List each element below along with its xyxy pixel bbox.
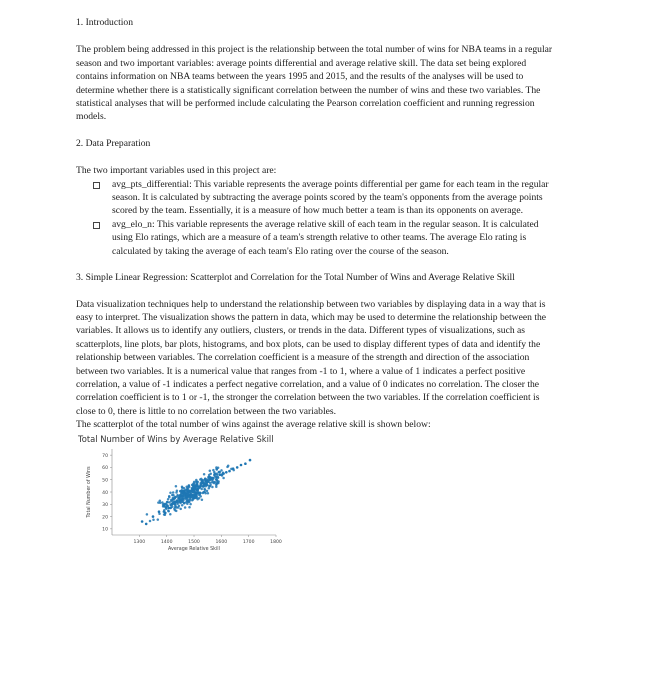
scatter-point (215, 476, 218, 479)
scatter-point (217, 471, 220, 474)
scatter-point (187, 500, 190, 503)
y-tick-label: 30 (102, 502, 108, 508)
scatter-point (213, 481, 216, 484)
scatter-point (198, 485, 201, 488)
scatter-point (188, 484, 191, 487)
scatter-point (152, 518, 155, 521)
list-item (76, 218, 554, 258)
scatter-point (175, 509, 178, 512)
scatter-point (227, 464, 230, 467)
scatter-point (179, 498, 182, 501)
x-tick-label: 1400 (160, 539, 173, 545)
x-tick-label: 1600 (215, 539, 228, 545)
prep-lead: The two important variables used in this project are: (76, 165, 277, 177)
intro-heading: 1. Introduction (76, 17, 134, 28)
scatter-point (173, 507, 176, 510)
scatter-point (179, 507, 182, 510)
scatter-point (216, 479, 219, 482)
scatter-point (211, 485, 214, 488)
scatter-point (168, 495, 171, 498)
scatter-point (200, 487, 203, 490)
scatter-point (201, 498, 204, 501)
scatterplot-lead: The scatterplot of the total number of wins against the average relative skill is shown below: (76, 419, 431, 431)
scatter-point (152, 515, 155, 518)
scatter-point (200, 477, 203, 480)
scatter-point (181, 491, 184, 494)
scatter-point (199, 493, 202, 496)
scatter-point (191, 487, 194, 490)
scatter-point (181, 486, 184, 489)
x-tick-label: 1800 (270, 539, 282, 545)
scatter-point (173, 497, 176, 500)
scatter-point (192, 494, 195, 497)
scatter-point (174, 505, 177, 508)
scatter-point (146, 513, 149, 516)
scatter-point (194, 487, 197, 490)
x-tick-label: 1300 (133, 539, 146, 545)
scatter-point (198, 497, 201, 500)
regression-heading: 3. Simple Linear Regression: Scatterplot and Correlation for the Total Number of Wins and Average Relative Skill (76, 272, 515, 284)
scatter-point (212, 468, 215, 471)
checkbox-bullet-icon (93, 222, 100, 229)
x-axis-label: Average Relative Skill (168, 546, 220, 552)
regression-paragraph: Data visualization techniques help to understand the relationship between two variables by displaying data in a way that is easy to interpret. The visualization shows the pattern in data, which may be used to determine the relationship between the variables. It allows us to identify any outliers, clusters, or trends in the data. Different types of visualizations, such as scatterplots, line plots, bar plots, histograms, and box plots, can be used to display different types of data and identify the relationship between variables. The correlation coefficient is a measure of the strength and direction of the association between two variables. It is a numerical value that ranges from -1 to 1, where a value of 1 indicates a perfect positive correlation, a value of -1 indicates a perfect negative correlation, and a value of 0 indicates no correlation. The closer the correlation coefficient is to 1 or -1, the stronger the correlation between the two variables. If the correlation coefficient is close to 0, there is little to no correlation between the two variables. (76, 298, 547, 417)
scatter-point (195, 492, 198, 495)
scatter-point (176, 499, 179, 502)
scatter-point (181, 504, 184, 507)
scatter-point (203, 473, 206, 476)
scatter-point (214, 472, 217, 475)
scatter-point (240, 463, 243, 466)
scatter-point (203, 487, 206, 490)
scatter-point (186, 488, 189, 491)
scatter-point (172, 491, 175, 494)
scatterplot-svg (76, 433, 306, 563)
scatter-point (236, 466, 239, 469)
scatter-point (170, 499, 173, 502)
y-tick-label: 60 (102, 465, 108, 471)
scatter-point (207, 492, 210, 495)
scatter-point (189, 502, 192, 505)
scatter-point (162, 503, 165, 506)
list-item-text: avg_elo_n: This variable represents the average relative skill of each team in the regular season. It is calculated using Elo ratings, which are a measure of a team's strength relative to other teams. The average Elo rating is calculated by taking the average of each team's Elo rating over the course of the season. (112, 218, 539, 257)
scatter-point (166, 500, 169, 503)
scatter-point (209, 469, 212, 472)
scatter-point (166, 504, 169, 507)
scatter-point (189, 489, 192, 492)
scatter-point (206, 489, 209, 492)
x-tick-label: 1700 (242, 539, 255, 545)
scatter-point (222, 472, 225, 475)
y-tick-label: 20 (102, 514, 108, 520)
variable-list (76, 178, 554, 258)
scatter-point (193, 482, 196, 485)
scatter-point (186, 493, 189, 496)
scatter-point (169, 491, 172, 494)
scatter-point (184, 506, 187, 509)
scatter-point (202, 482, 205, 485)
scatter-point (168, 506, 171, 509)
scatter-point (215, 485, 218, 488)
scatter-point (182, 494, 185, 497)
y-tick-label: 70 (102, 453, 108, 459)
scatter-point (175, 491, 178, 494)
scatter-point (171, 505, 174, 508)
x-tick-label: 1500 (188, 539, 200, 545)
scatter-point (145, 522, 148, 525)
scatter-point (218, 473, 221, 476)
scatter-point (217, 481, 220, 484)
scatter-point (249, 458, 252, 461)
scatter-point (179, 500, 182, 503)
scatter-point (228, 469, 231, 472)
scatter-point (195, 480, 198, 483)
scatter-point (191, 483, 194, 486)
scatter-point (192, 490, 195, 493)
checkbox-bullet-icon (93, 182, 100, 189)
scatter-point (175, 485, 178, 488)
scatter-point (167, 498, 170, 501)
list-item (76, 178, 554, 218)
scatter-point (205, 480, 208, 483)
scatter-point (157, 518, 160, 521)
scatter-point (220, 469, 223, 472)
scatter-point (149, 519, 152, 522)
scatter-point (167, 509, 170, 512)
scatter-point (178, 504, 181, 507)
y-tick-label: 10 (102, 527, 108, 533)
scatterplot-figure (76, 433, 306, 563)
chart-title: Total Number of Wins by Average Relative Skill (78, 433, 274, 444)
scatter-point (222, 476, 225, 479)
list-item-text: avg_pts_differential: This variable represents the average points differential per game for each team in the regular season. It is calculated by subtracting the average points scored by the team's opponents from the average points scored by the team. Essentially, it is a measure of how much better a team is than its opponents on average. (112, 178, 549, 217)
scatter-point (204, 477, 207, 480)
scatter-point (191, 499, 194, 502)
document-page (76, 16, 554, 563)
scatter-point (164, 511, 167, 514)
scatter-point (244, 462, 247, 465)
y-tick-label: 40 (102, 490, 108, 496)
scatter-point (208, 476, 211, 479)
scatter-point (169, 513, 172, 516)
scatter-point (209, 483, 212, 486)
scatter-point (188, 506, 191, 509)
scatter-point (158, 510, 161, 513)
scatter-point (232, 467, 235, 470)
scatter-point (171, 503, 174, 506)
scatter-point (141, 520, 144, 523)
scatter-point (209, 478, 212, 481)
scatter-point (212, 477, 215, 480)
scatter-point (225, 471, 228, 474)
scatter-point (202, 490, 205, 493)
intro-paragraph: The problem being addressed in this project is the relationship between the total number of wins for NBA teams in a regular season and two important variables: average points differential and average relative skill. The data set being explored contains information on NBA teams between the years 1995 and 2015, and the results of the analyses will be used to determine whether there is a statistically significant correlation between the number of wins and these two variables. The statistical analyses that will be performed include calculating the Pearson correlation coefficient and running regression models. (76, 44, 553, 123)
scatter-point (159, 499, 162, 502)
scatter-point (189, 496, 192, 499)
y-axis-label: Total Number of Wins (87, 465, 92, 518)
scatter-point (216, 468, 219, 471)
y-tick-label: 50 (102, 478, 108, 484)
prep-heading: 2. Data Preparation (76, 137, 151, 149)
scatter-point (196, 484, 199, 487)
